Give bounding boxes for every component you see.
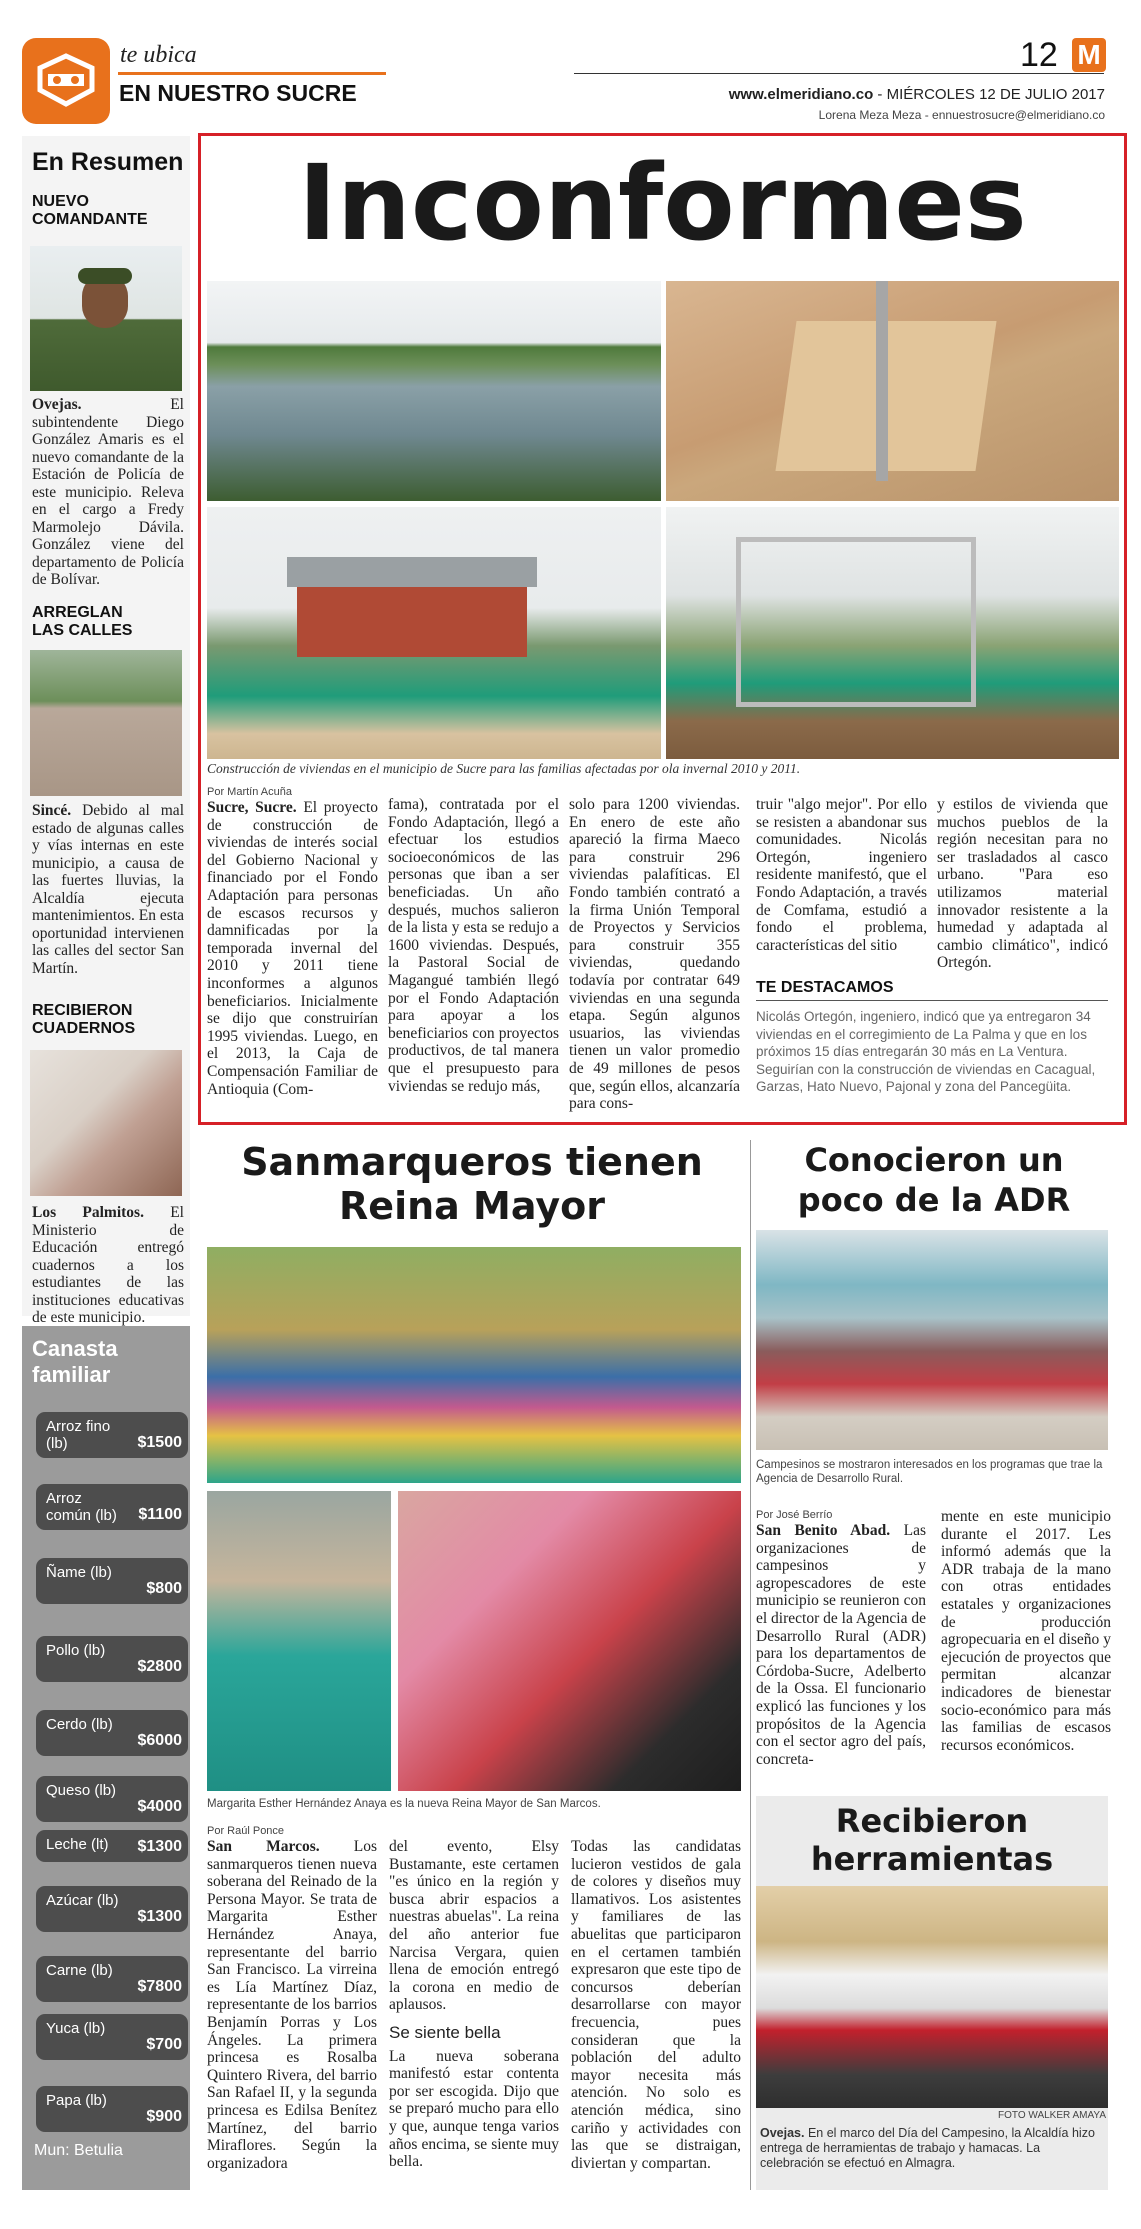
reina-byline: Por Raúl Ponce — [207, 1825, 285, 1837]
location-mask-icon — [22, 38, 110, 124]
section-logo — [22, 38, 110, 124]
photo-credit: FOTO WALKER AMAYA — [998, 2110, 1106, 2121]
canasta-title: Canasta familiar — [32, 1336, 118, 1387]
main-col-4: truir "algo mejor". Por ello se resisten a abandonar sus comunidades. Nicolás Ortegón, ingeniero residente manifestó, que el Fondo Adaptación, a través de Comfama, estudió a fondo el problema, características del sitio — [756, 796, 927, 954]
sidebar-head-1: NUEVO COMANDANTE — [32, 193, 148, 228]
sidebar-text-2: Sincé. Debido al mal estado de algunas calles y vías internas en este municipio, a causa de las fuertes lluvias, la Alcaldía ejecuta mantenimientos. En esta oportunidad intervienen las calles del sector San Martín. — [32, 802, 184, 977]
herramientas-place: Ovejas. — [760, 2126, 805, 2140]
sidebar-place-2: Sincé. — [32, 802, 72, 819]
reina-col-3: Todas las candidatas lucieron vestidos de gala de colores y diseños muy llamativos. Los asistentes y familiares de las abuelitas que participaron en el certamen también expresaron que este tipo de concursos deberían desarrollarse con mayor frecuencia, pues consideran que la población del adulto mayor necesita más atención. No solo es atención médica, sino cariño y actividades con las que se distraigan, diviertan y compartan. — [571, 1838, 741, 2172]
adr-byline: Por José Berrío — [756, 1509, 833, 1521]
price-item: Yuca (lb) $700 — [36, 2014, 188, 2060]
price-item: Cerdo (lb) $6000 — [36, 1710, 188, 1756]
sidebar-place-1: Ovejas. — [32, 396, 82, 413]
reina-col-2: del evento, Elsy Bustamante, este certamen "es único en la región y busca abrir espacios a nuestras abuelas". La reina del año anterior fue Narcisa Vergara, quien llena de emoción entregó la corona en medio de aplausos. Se siente bella La nueva soberana manifestó estar contenta por ser escogida. Dijo que se preparó mucho para ello y que, aunque tenga varios años encima, se siente muy bella. — [389, 1838, 559, 2171]
price-item: Arroz común (lb) $1100 — [36, 1484, 188, 1530]
reina-subhead: Se siente bella — [389, 2022, 501, 2042]
header-byline: Lorena Meza Meza - ennuestrosucre@elmeridiano.co — [818, 108, 1105, 122]
canasta-footer: Mun: Betulia — [34, 2142, 123, 2159]
adr-col-2: mente en este municipio durante el 2017. Les informó además que la ADR trabaja de la mano con otras entidades estatales y organizaciones de producción agropecuaria en el diseño y ejecución de proyectos que permitan alcanzar indicadores de bienestar socio-económico para más las familias de escasos recursos económicos. — [941, 1508, 1111, 1754]
commander-photo — [30, 246, 182, 391]
site-url[interactable]: www.elmeridiano.co — [728, 86, 874, 103]
main-byline: Por Martín Acuña — [207, 786, 292, 798]
tools-delivery-photo — [756, 1886, 1108, 2108]
main-col-3: solo para 1200 viviendas. En enero de este año apareció la firma Maeco para construir 296 viviendas palafíticas. El Fondo también contrató a la firma Unión Temporal de Proyectos y Servicios para construir 355 viviendas, quedando todavía por contratar 649 viviendas en una segunda etapa. Según algunos usuarios, las viviendas tienen un valor promedio de 49 millones de pesos que, según ellos, alcanzaría para cons- — [569, 796, 740, 1113]
main-headline: Inconformes — [298, 142, 1027, 264]
adr-col-1: Por José Berrío San Benito Abad. Las organizaciones de campesinos y agropescadores de este municipio se reunieron con el director de la Agencia de Desarrollo Rural (ADR) para los departamentos de Córdoba-Sucre, Adelberto de la Ossa. El funcionario explicó las funciones y los propósitos de la Agencia con el sector agro del país, concreta- — [756, 1509, 926, 1768]
section-rule — [118, 72, 386, 75]
queen-portrait-photo — [207, 1491, 391, 1791]
section-main-label: EN NUESTRO SUCRE — [119, 80, 357, 106]
farmers-meeting-photo — [756, 1230, 1108, 1450]
herramientas-caption: Ovejas. En el marco del Día del Campesino, la Alcaldía hizo entrega de herramientas de trabajo y hamacas. La celebración se efectuó en Almagra. — [760, 2126, 1095, 2170]
price-item: Ñame (lb) $800 — [36, 1558, 188, 1604]
notebooks-photo — [30, 1050, 182, 1196]
column-divider — [750, 1140, 751, 2190]
herramientas-headline: Recibieron herramientas — [810, 1802, 1054, 1878]
adr-place: San Benito Abad. — [756, 1522, 891, 1539]
price-item: Azúcar (lb) $1300 — [36, 1886, 188, 1932]
highlight-rule — [756, 1000, 1108, 1001]
sidebar-title: En Resumen — [32, 148, 184, 176]
main-caption: Construcción de viviendas en el municipio de Sucre para las familias afectadas por ola invernal 2010 y 2011. — [207, 761, 801, 776]
crowning-photo — [398, 1491, 741, 1791]
adr-caption: Campesinos se mostraron interesados en los programas que trae la Agencia de Desarrollo Rural. — [756, 1459, 1103, 1485]
price-item: Arroz fino (lb) $1500 — [36, 1412, 188, 1458]
sidebar-head-2: ARREGLAN LAS CALLES — [32, 604, 133, 639]
highlight-text: Nicolás Ortegón, ingeniero, indicó que ya entregaron 34 viviendas en el corregimiento de La Palma y que en los próximos 15 días entregarán 30 más en La Ventura. Seguirían con la construcción de viviendas en Cacagual, Garzas, Hato Nuevo, Pajonal y zona del Pancegüita. — [756, 1009, 1096, 1094]
sidebar-text-3: Los Palmitos. El Ministerio de Educación entregó cuadernos a los estudiantes de las instituciones educativas de este municipio. — [32, 1204, 184, 1326]
dateline — [700, 86, 1105, 103]
reina-place: San Marcos. — [207, 1838, 320, 1855]
sidebar-text-1: Ovejas. El subintendente Diego González Amaris es el nuevo comandante de la Estación de Policía de este municipio. Releva en el cargo a Fredy Marmolejo Dávila. González viene del departamento de Policía de Bolívar. — [32, 396, 184, 588]
foundation-pit-photo — [666, 281, 1119, 501]
reina-col-1: Por Raúl Ponce San Marcos. Los sanmarqueros tienen nueva soberana del Reinado de la Persona Mayor. Se trata de Margarita Esther Hernández Anaya, representante del barrio San Francisco. La virreina es Lía Martínez Díaz, representante de los barrios Benjamín Porras y Los Ángeles. La primera princesa es Rosalba Quintero Rivera, del barrio San Rafael II, y la segunda princesa es Edilsa Benítez Martínez, del barrio Miraflores. Según la organizadora — [207, 1825, 378, 2172]
main-place: Sucre, Sucre. — [207, 799, 297, 816]
page-number: 12 — [1020, 36, 1058, 74]
sidebar-head-3: RECIBIERON CUADERNOS — [32, 1002, 136, 1037]
main-col-2: fama), contratada por el Fondo Adaptación, llegó a efectuar los estudios socioeconómicos de las personas que iban a ser beneficiadas. Un año después, muchos salieron de la lista y esta se redujo a 1600 viviendas. Después, la Pastoral Social de Magangué también llegó por el Fondo Adaptación para apoyar a los beneficiarios con proyectos productivos, de tal manera que el presupuesto para viviendas se redujo más, — [388, 796, 559, 1095]
section-top-label: te ubica — [120, 42, 197, 68]
reina-headline: Sanmarqueros tienen Reina Mayor — [241, 1140, 703, 1228]
main-col-1: Por Martín Acuña Sucre, Sucre. El proyecto de construcción de viviendas de interés social del Gobierno Nacional y financiado por el Fondo Adaptación para personas de escasos recursos y damnificadas por la temporada invernal del 2010 y 2011 tiene inconformes a algunos beneficiarios. Inicialmente se dijo que construirían 1995 viviendas. Luego, en el 2013, la Caja de Compensación Familiar de Antioquia (Com- — [207, 786, 378, 1098]
brand-logo: M — [1072, 38, 1106, 72]
street-photo — [30, 650, 182, 796]
highlight-title: TE DESTACAMOS — [756, 979, 894, 996]
price-item: Papa (lb) $900 — [36, 2086, 188, 2132]
reina-caption: Margarita Esther Hernández Anaya es la nueva Reina Mayor de San Marcos. — [207, 1798, 601, 1810]
sidebar-place-3: Los Palmitos. — [32, 1204, 144, 1221]
wooden-house-photo — [207, 507, 661, 759]
flooded-field-photo — [207, 281, 661, 501]
metal-frame-photo — [666, 507, 1119, 759]
price-item: Queso (lb) $4000 — [36, 1776, 188, 1822]
adr-headline: Conocieron un poco de la ADR — [797, 1141, 1071, 1219]
date: - MIÉRCOLES 12 DE JULIO 2017 — [877, 86, 1105, 103]
main-col-5: y estilos de vivienda que muchos pueblos de la región necesitan para no ser trasladados al casco urbano. "Para eso utilizamos material innovador resistente a la humedad y adaptada al cambio climático", indicó Ortegón. — [937, 796, 1108, 972]
price-item: Carne (lb) $7800 — [36, 1956, 188, 2002]
price-item: Pollo (lb) $2800 — [36, 1636, 188, 1682]
price-item: Leche (lt) $1300 — [36, 1830, 188, 1862]
queens-group-photo — [207, 1247, 741, 1483]
